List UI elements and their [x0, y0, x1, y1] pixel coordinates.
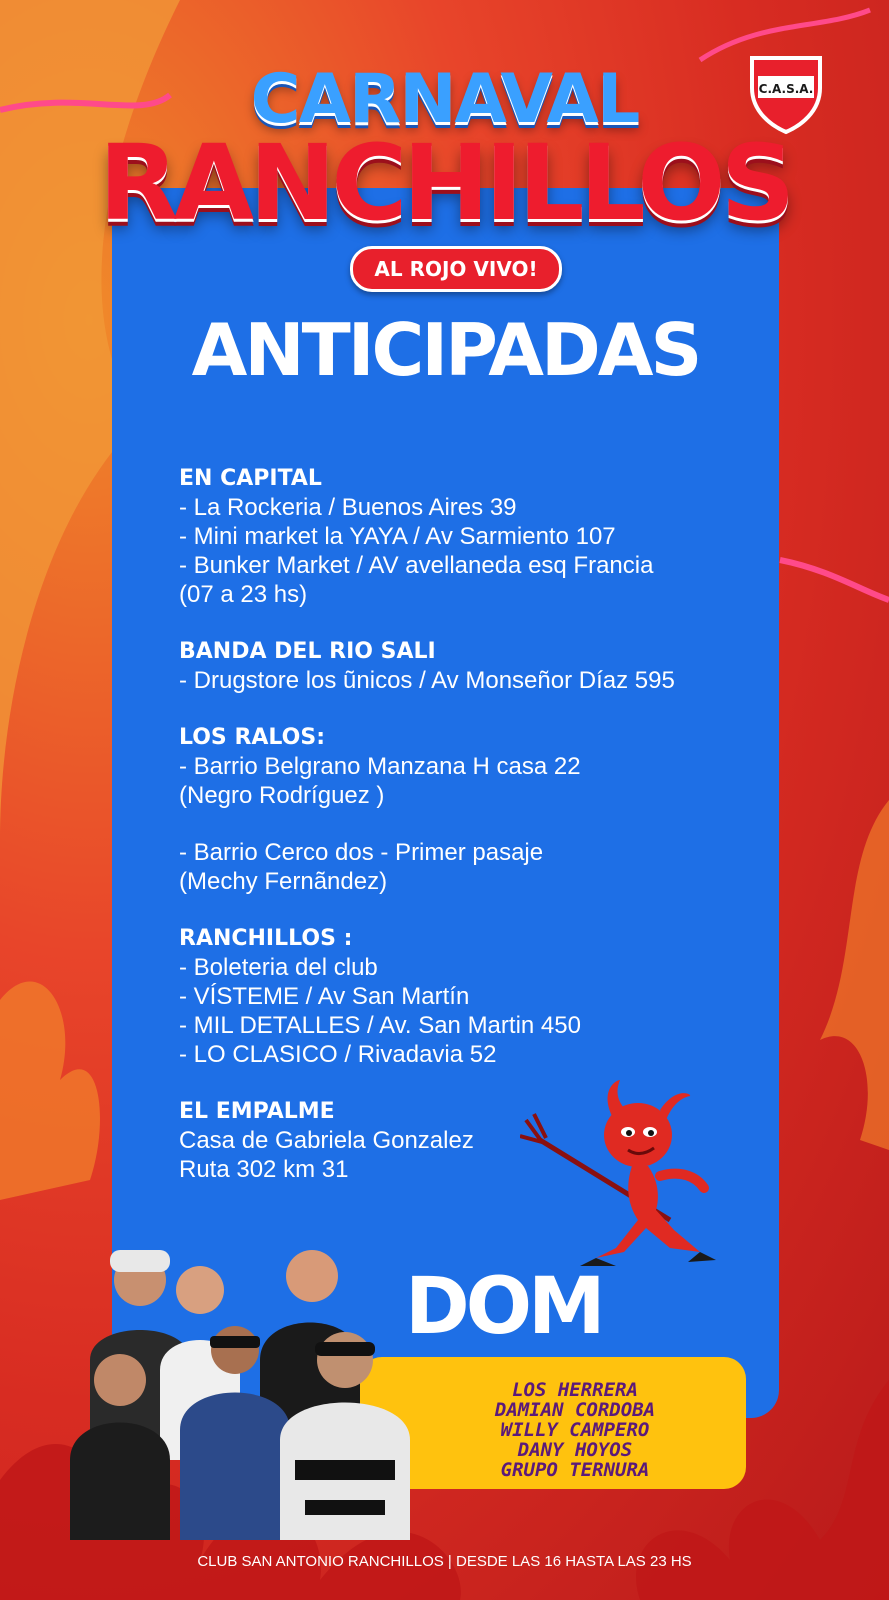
list-item: - Barrio Cerco dos - Primer pasaje — [179, 839, 544, 866]
club-logo-text: C.A.S.A. — [758, 82, 814, 96]
section-banda-del-rio-sali — [179, 637, 779, 695]
list-item: Casa de Gabriela Gonzalez — [179, 1127, 474, 1154]
heading-anticipadas: ANTICIPADAS — [191, 308, 700, 392]
list-item: (07 a 23 hs) — [179, 581, 308, 608]
artist-name: WILLY CAMPERO — [500, 1419, 650, 1441]
section-title: RANCHILLOS : — [179, 926, 353, 951]
section-title: EN CAPITAL — [179, 466, 322, 491]
list-item: - Boleteria del club — [179, 954, 378, 981]
artists-list — [420, 1380, 730, 1480]
list-item: - MIL DETALLES / Av. San Martin 450 — [179, 1012, 581, 1039]
section-title: EL EMPALME — [179, 1099, 335, 1124]
club-shield-logo — [748, 52, 824, 136]
list-item: (Negro Rodríguez ) — [179, 782, 385, 809]
footer-info: CLUB SAN ANTONIO RANCHILLOS | DESDE LAS 16 HASTA LAS 23 HS — [197, 1553, 692, 1570]
list-item: - VÍSTEME / Av San Martín — [179, 983, 470, 1010]
devil-mascot-illustration — [520, 1080, 730, 1270]
flame-left — [0, 982, 100, 1200]
sales-points-list — [179, 464, 779, 1184]
list-item: Ruta 302 km 31 — [179, 1156, 349, 1183]
list-item: - LO CLASICO / Rivadavia 52 — [179, 1041, 497, 1068]
artist-name: GRUPO TERNURA — [500, 1459, 650, 1481]
artist-name: DAMIAN CORDOBA — [494, 1399, 656, 1421]
list-item: - Bunker Market / AV avellaneda esq Francia — [179, 552, 654, 579]
flame-right — [820, 800, 889, 1150]
artist-name: LOS HERRERA — [512, 1379, 638, 1401]
list-item: (Mechy Fernãndez) — [179, 868, 388, 895]
section-title: BANDA DEL RIO SALI — [179, 639, 436, 664]
title-carnaval: CARNAVAL — [250, 60, 639, 139]
artists-photo-group — [60, 1240, 420, 1540]
ribbon-right — [780, 560, 889, 600]
section-title: LOS RALOS: — [179, 725, 325, 750]
list-item: - Barrio Belgrano Manzana H casa 22 — [179, 753, 581, 780]
tagline-badge: AL ROJO VIVO! — [350, 246, 562, 292]
event-date: DOM — [405, 1262, 602, 1352]
list-item: - La Rockeria / Buenos Aires 39 — [179, 494, 517, 521]
section-ranchillos — [179, 924, 779, 1069]
title-ranchillos: RANCHILLOS — [98, 122, 791, 244]
section-los-ralos — [179, 723, 779, 896]
list-item: - Drugstore los ũnicos / Av Monseñor Díaz 595 — [179, 667, 675, 694]
section-en-capital — [179, 464, 779, 609]
list-item: - Mini market la YAYA / Av Sarmiento 107 — [179, 523, 616, 550]
artist-name: DANY HOYOS — [517, 1439, 633, 1461]
